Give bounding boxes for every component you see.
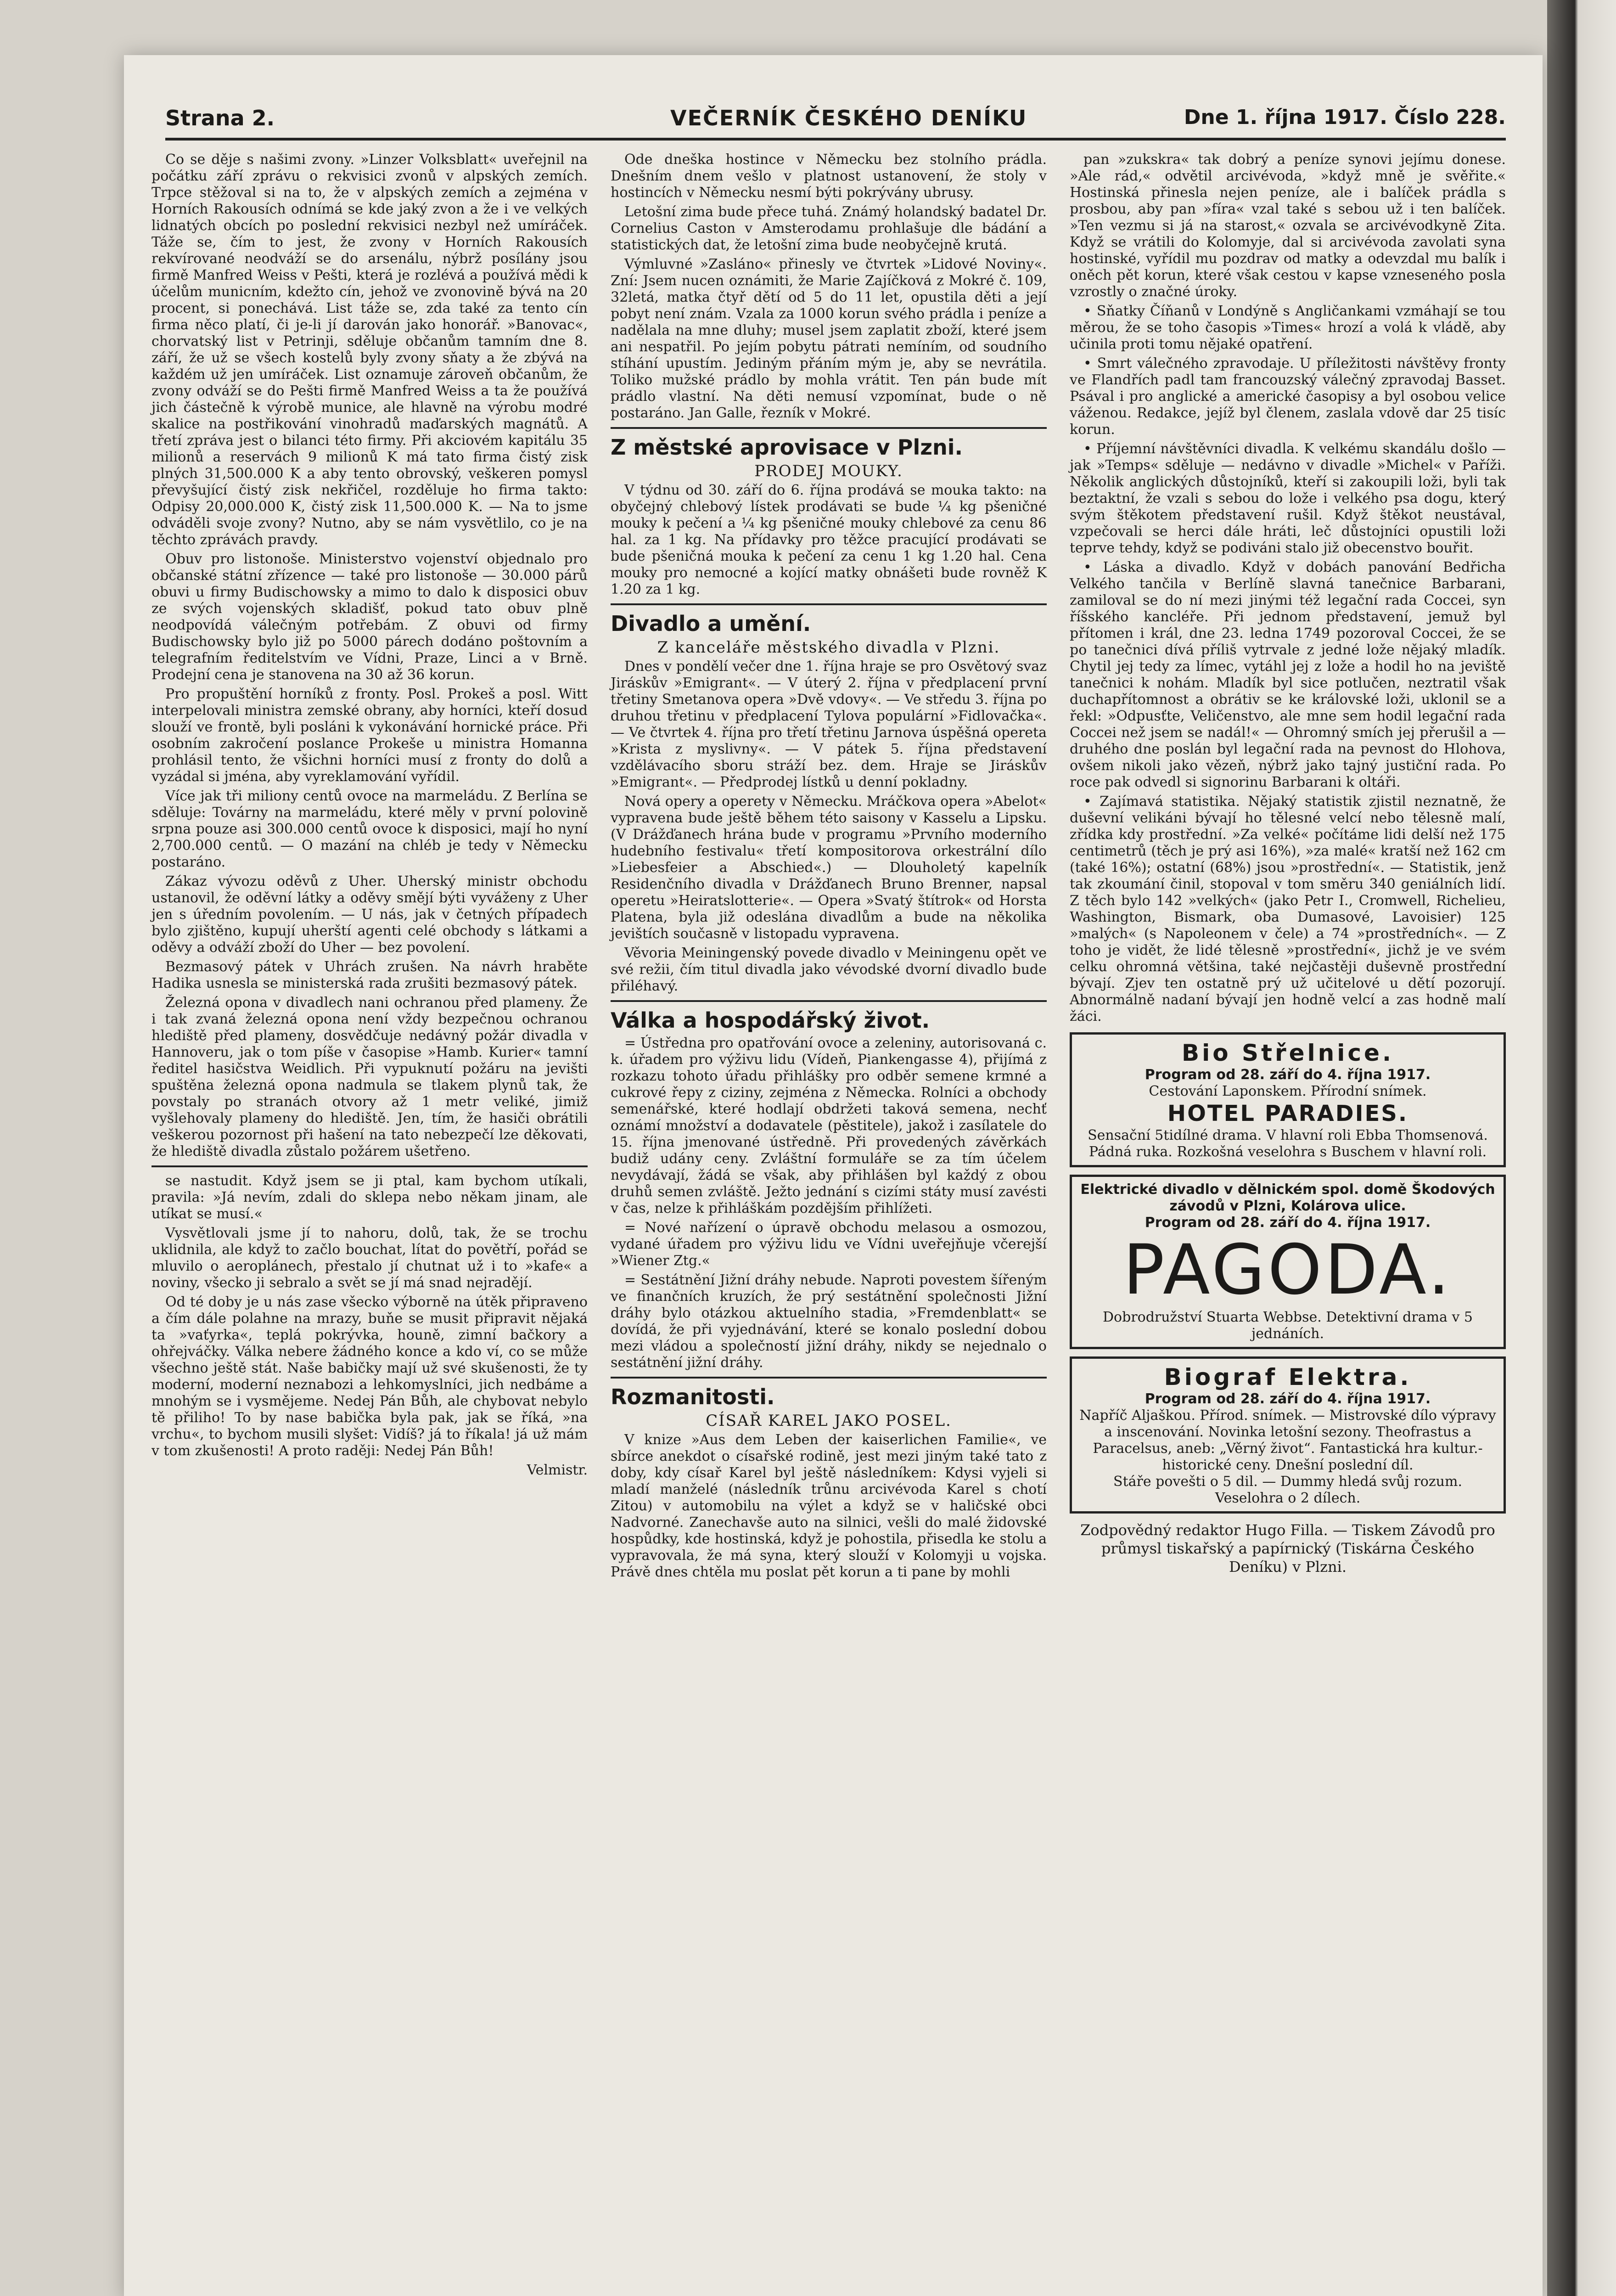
article-cisar-karel: V knize »Aus dem Leben der kaiserlichen Familie«, ve sbírce anekdot o císařské rodině, jest mezi jiným také tato z doby, kdy císař Karel byl ještě následníkem: Kdysi vyjeli si mladí manželé (následník trůnu arcivévoda Karel s chotí Zitou) v automobilu na výlet a když se v haličské obci Nadvorné. Zanechavše auto na silnici, vešli do malé židovské hospůdky, kde hostinská, když je pohostila, přisedla ke stolu a vypravovala, že má syna, který slouží v Kolomyji u vojska. Právě dnes chtěla mu poslat pět korun a ti pane by mohli xyxy=(611,1432,1047,1580)
article-hornici: Pro propuštění horníků z fronty. Posl. Prokeš a posl. Witt interpelovali ministra zemské obrany, aby horníci, kteří dosud slouží ve frontě, byli posláni k vykonávání hornické práce. Při osobním zakročení poslance Prokeše u ministra Homanna prohlásil tento, že všichni horníci musí z fronty do dolů a vyzádal si jména, aby vyreklamování vyřídil. xyxy=(152,686,588,785)
subheading-kancelar-divadla: Z kanceláře městského divadla v Plzni. xyxy=(657,638,1000,657)
ad-pagoda xyxy=(1070,1175,1506,1349)
masthead-rule xyxy=(165,138,1506,141)
ad-line: Sensační 5tidílné drama. V hlavní roli Ebba Thomsenová. xyxy=(1088,1127,1488,1143)
column-1 xyxy=(152,152,588,1481)
ad-title: PAGODA. xyxy=(1123,1230,1453,1310)
ad-line: Dobrodružství Stuarta Webbse. Detektivní drama v 5 jednáních. xyxy=(1102,1309,1473,1342)
article-laska-divadlo: • Láska a divadlo. Když v dobách panování Bedřicha Velkého tančila v Berlíně slavná tanečnice Barbarani, zamiloval se do ní mezi jinými též legační rada Coccei, syn říšského kancléře. Při jednom představení, jemuž byl přítomen i král, dne 23. ledna 1749 pozoroval Coccei, že se po tanečnici dívá příliš vytrvale z jedné lože nějaký mladík. Chytil jej tedy za límec, vytáhl jej z lože a hodil ho na jeviště tanečnici k nohám. Mladík byl sice potlučen, neztratil však duchapřítomnost a obrátiv se ke královské loži, uklonil se a řekl: »Odpusťte, Veličenstvo, ale mne sem hodil legační rada Coccei než jsem se nadál!« — Ohromný smích jej přerušil a — druhého dne poslán byl legační rada na pevnost do Hlohova, ovšem nikoli jako vězeň, nýbrž jako tajný justiční rada. Po roce pak odvedl si signorinu Barbarani k oltáři. xyxy=(1070,559,1506,790)
article-mouka: V týdnu od 30. září do 6. října prodává se mouka takto: na obyčejný chlebový lístek prodávati se bude ¼ kg pšeničné mouky k pečení a ¼ kg pšeničné mouky chlebové za cenu 86 hal. za 1 kg. Na přídavky pro těžce pracující prodávati se bude pšeničná mouka k pečení za cenu 1 kg 1.20 hal. Cena mouky pro nemocné a kojící matky obnášeti bude rovněž K 1.20 za 1 kg. xyxy=(611,482,1047,597)
ad-program: Program od 28. září do 4. října 1917. xyxy=(1145,1391,1431,1407)
article-patek: Bezmasový pátek v Uhrách zrušen. Na návrh hraběte Hadika usnesla se ministerská rada zrušiti bezmasový pátek. xyxy=(152,959,588,991)
article-opery: Nová opery a operety v Německu. Mráčkova opera »Abelot« vypravena bude ještě během této saisony v Kasselu a Lipsku. (V Drážďanech hrána bude v programu »Prvního moderního hudebního festivalu« třetí kompositorova orkestrální dílo »Liebesfeier a Abschied«.) — Dlouholetý kapelník Residenčního divadla v Drážďanech Bruno Brenner, napsal operetu »Heiratslotterie«. — Opera »Svatý štítrok« od Horsta Platena, byla již odeslána divadlům a bude na několika jevištích současně v listopadu vypravena. xyxy=(611,793,1047,942)
section-rule xyxy=(611,427,1047,429)
article-snatky: • Sňatky Číňanů v Londýně s Angličankami vzmáhají se tou měrou, že se toho časopis »Times« hrozí a volá k vládě, aby učinila proti tomu nějaké opatření. xyxy=(1070,303,1506,352)
article-zpravodaj: • Smrt válečného zpravodaje. U příležitosti návštěvy fronty ve Flandřích padl tam francouzský válečný zpravodaj Basset. Psával i pro anglické a americké časopisy a byl osobou velice váženou. Redakce, jejíž byl členem, zaslala vdově dar 25 tisíc korun. xyxy=(1070,355,1506,438)
article-zvony: Co se děje s našimi zvony. »Linzer Volksblatt« uveřejnil na počátku září zprávu o rekvisici zvonů v alpských zemích. Trpce stěžoval si na to, že v alpských zemích a zejména v Horních Rakousích odnímá se kde jaký zvon a že i ve velkých lidnatých obcích po poslední rekvisici nezbyl než umíráček. Táže se, čím to jest, že zvony v Horních Rakousích rekvírované neodváží se do arsenálu, nýbrž posílány jsou firmě Manfred Weiss v Pešti, která je rozlévá a používá mědi k účelům municním, kdežto cín, jehož ve zvonovině bývá na 20 procent, si ponechává. List táže se, zda také za tento cín firma něco platí, či je-li jí darován jako honorář. »Banovac«, chorvatský list v Petrinji, sděluje občanům tamním dne 8. září, že už se všech kostelů byly zvony sňaty a že zbývá na každém už jen umíráček. List oznamuje zároveň občanům, že zvony odváží se do Pešti firmě Manfred Weiss a ta že používá jich částečně k výrobě munice, ale hlavně na výrobu modré skalice na postřikování vinohradů maďarských magnátů. A třetí zpráva jest o bilanci této firmy. Při akciovém kapitálu 35 milionů a reservách 9 milionů K má tato firma čistý zisk plných 31,500.000 K a aby tento obrovský, veškeren pomysl převyšující čistý zisk nekřičel, rozděluje ho firma takto: Odpisy 20,000.000 K, čistý zisk 11,500.000 K. — Na to jsme odváděli svoje zvony? Nutno, aby se nám vysvětlilo, co je na těchto zprávách pravdy. xyxy=(152,152,588,548)
column-3 xyxy=(1070,152,1506,1576)
article-marmelada: Více jak tři miliony centů ovoce na marmeládu. Z Berlína se sděluje: Továrny na marmeládu, které měly v první polovině srpna pouze asi 300.000 centů ovoce k disposici, mají ho nyní 2,700.000 centů. — O mazání na chléb je tedy v Německu postaráno. xyxy=(152,788,588,870)
article-odevy: Zákaz vývozu oděvů z Uher. Uherský ministr obchodu ustanovil, že oděvní látky a oděvy smějí býti vyváženy z Uher jen s úředním povolením. — U nás, jak v četných případech bylo zjištěno, kupují uherští agenti celé obchody s látkami a oděvy a odváží zboží do Uher — bez povolení. xyxy=(152,873,588,956)
ad-title: Bio Střelnice. xyxy=(1182,1040,1394,1066)
newspaper-title: VEČERNÍK ČESKÉHO DENÍKU xyxy=(670,106,1027,130)
ad-feature: HOTEL PARADIES. xyxy=(1167,1101,1408,1126)
article-jizni-draha: = Sestátnění Jižní dráhy nebude. Naproti povestem šířeným ve finančních kruzích, že prý sestátnění společnosti Jižní dráhy bylo otázkou aktuelního stadia, »Fremdenblatt« se dovídá, že při vyjednávání, které se konalo poslední dobou mezi vládou a společností jižní dráhy, nikdy se nejednalo o sestátnění jižní dráhy. xyxy=(611,1272,1047,1371)
article-cisar-karel-cont: pan »zukskra« tak dobrý a peníze synovi jejímu donese. »Ale rád,« odvětil arcivévoda, »když mně je svěřite.« Hostinská přinesla nejen peníze, ale i balíček prádla s prosbou, aby pan »fíra« vzal také s sebou už i ten balíček. »Ten vezmu si já na starost,« ozvala se arcivévodkyně Zita. Když se vrátili do Kolomyje, dal si arcivévoda zavolati syna hostinské, vyřídil mu pozdrav od matky a odevzdal mu balík i oněch pět korun, které však cestou v kapse vzneseného posla vzrostly o značné úroky. xyxy=(1070,152,1506,300)
story-signature: Velmistr. xyxy=(527,1462,588,1478)
page-number: Strana 2. xyxy=(165,106,275,130)
ad-program: Program od 28. září do 4. října 1917. xyxy=(1145,1067,1431,1083)
subheading-prodej-mouky: PRODEJ MOUKY. xyxy=(754,462,903,480)
article-hostince: Ode dneška hostince v Německu bez stolního prádla. Dnešním dnem vešlo v platnost ustanovení, že stoly v hostincích v Německu nesmí býti pokrývány ubrusy. xyxy=(611,152,1047,201)
column-2 xyxy=(611,152,1047,1583)
editor-imprint: Zodpovědný redaktor Hugo Filla. — Tiskem Závodů pro průmysl tiskařský a papírnický (Tiskárna Českého Deníku) v Plzni. xyxy=(1080,1521,1495,1576)
article-obuv: Obuv pro listonoše. Ministerstvo vojenství objednalo pro občanské státní zřízence — také pro listonoše — 30.000 párů obuvi u firmy Budischowsky a mimo to dalo k disposici obuv ze svých vojenských skladišť, pokud tato obuv plně neodpovídá válečným potřebám. Z obuvi od firmy Budischowsky bylo již po 5000 párech dodáno poštovním a telegrafním ředitelstvím ve Vídni, Praze, Linci a v Brně. Prodejní cena je stanovena na 30 až 36 korun. xyxy=(152,551,588,683)
section-heading-valka: Válka a hospodářský život. xyxy=(611,1008,930,1033)
ad-program: Program od 28. září do 4. října 1917. xyxy=(1145,1215,1431,1231)
ad-line: Cestování Laponskem. Přírodní snímek. xyxy=(1149,1083,1427,1099)
masthead xyxy=(165,106,1506,142)
ad-venue: Elektrické divadlo v dělnickém spol. domě Škodových závodů v Plzni, Kolárova ulice. xyxy=(1080,1182,1495,1214)
ad-title: Biograf Elektra. xyxy=(1164,1364,1412,1390)
article-repertoir: Dnes v pondělí večer dne 1. října hraje se pro Osvětový svaz Jiráskův »Emigrant«. — V úterý 2. října v předplacení první třetiny Smetanova opera »Dvě vdovy«. — Ve středu 3. října po druhou třetinu v předplacení Tylova populární »Fidlovačka«. — Ve čtvrtek 4. října pro třetí třetinu Jarnova úspěšná opereta »Krista z myslivny«. — V pátek 5. října představení vzdělávacího sboru stráží bez. dem. Hraje se Jiráskův »Emigrant«. — Předprodej lístků u denní pokladny. xyxy=(611,658,1047,790)
section-rule xyxy=(611,1377,1047,1379)
section-rule xyxy=(611,1000,1047,1002)
ad-bio-strelnice xyxy=(1070,1032,1506,1167)
ad-line: Pádná ruka. Rozkošná veselohra s Buschem v hlavní roli. xyxy=(1089,1144,1487,1160)
subheading-cisar-karel: CÍSAŘ KAREL JAKO POSEL. xyxy=(706,1412,952,1430)
book-edge-shadow xyxy=(1547,0,1616,2296)
section-rule xyxy=(611,603,1047,605)
section-heading-aprovisace: Z městské aprovisace v Plzni. xyxy=(611,435,963,460)
article-ustredna: = Ústředna pro opatřování ovoce a zeleniny, autorisovaná c. k. úřadem pro výživu lidu (Vídeň, Piankengasse 4), přijímá z rozkazu tohoto úřadu přihlášky pro odběr semene krmné a cukrové řepy z ciziny, zejména z Německa. Rolníci a obchody semenářské, které hodlají obdržeti taková semena, nechť oznámí množství a dodavatele (pěstitele), jakož i zasílatele do 15. října jmenované ústředně. Při provedených závěrkách budiž udány ceny. Zvláštní formuláře se za tím účelem nevydávají, žádá se však, aby přihlášen byl každý z obou druhů semen zvláště. Ježto jednání s cizími státy musí zavésti v čas, nelze k přihláškám pozdějším přihlížeti. xyxy=(611,1035,1047,1216)
issue-date: Dne 1. října 1917. Číslo 228. xyxy=(1184,106,1506,129)
ad-line: Napříč Aljaškou. Přírod. snímek. — Mistrovské dílo výpravy a inscenování. Novinka letošní sezony. Theofrastus a Paracelsus, aneb: „Věrný život“. Fantastická hra kultur.-historické ceny. Dnešní poslední díl. xyxy=(1079,1407,1496,1473)
article-zima: Letošní zima bude přece tuhá. Známý holandský badatel Dr. Cornelius Caston v Amsterodamu prohlašuje dle bádání a statistických dat, že letošní zima bude neobyčejně krutá. xyxy=(611,204,1047,253)
article-meiningen: Věvoria Meiningenský povede divadlo v Meiningenu opět ve své režii, čím titul divadla jako vévodské dvorní divadlo bude přiléhavý. xyxy=(611,945,1047,994)
story-paragraph: se nastudit. Když jsem se ji ptal, kam bychom utíkali, pravila: »Já nevím, zdali do sklepa nebo někam jinam, ale utíkat se musí.« xyxy=(152,1173,588,1222)
article-statistika: • Zajímavá statistika. Nějaký statistik zjistil neznatně, že duševní velikáni bývají ho tělesné velcí nebo tělesně malí, zřídka kdy prostřední. »Za velké« počítáme lidi delší než 175 centimetrů (těch je prý asi 16%), »za malé« kratší než 162 cm (také 16%); ostatní (68%) jsou »prostřední«. — Statistik, jenž tak zkoumání činil, stopoval v tom směru 340 geniálních lidí. Z těch bylo 142 »velkých« (jako Petr I., Cromwell, Richelieu, Washington, Bismark, oba Dumasové, Lavoisier) 125 »malých« (s Napoleonem v čele) a 74 »prostředních«. — Z toho je vidět, že lidé tělesně »prostřední«, jichž je ve svém celku ohromná většina, také nejčastěji duševně prostřední bývají. Zjev ten ostatně prý už učitelové u dětí pozorují. Abnormálně nadaní bývají jen hodně velcí a zas hodně malí žáci. xyxy=(1070,793,1506,1024)
column-rule xyxy=(152,1165,588,1167)
section-heading-rozmanitosti: Rozmanitosti. xyxy=(611,1384,775,1409)
ad-line: Stáře povešti o 5 dil. — Dummy hledá svůj rozum. Veselohra o 2 dílech. xyxy=(1113,1474,1462,1506)
section-heading-divadlo: Divadlo a umění. xyxy=(611,611,811,636)
article-opona: Železná opona v divadlech nani ochranou před plameny. Že i tak zvaná železná opona není vždy bezpečnou ochranou hlediště před plameny, dosvědčuje nedávný požár divadla v Hannoveru, jak o tom píše v časopise »Hamb. Kurier« tamní ředitel hasičstva Weidlich. Při vypuknutí požáru na jevišti spuštěna železná opona nadmula se tlakem plynů tak, že povstaly po stranách otvory až 1 metr veliké, jimiž vyšlehovaly plameny do hlediště. Jen, tím, že hasiči obrátili veškerou pozornost při hašení na tato nebezpečí lze děkovati, že hlediště divadla zůstalo požárem ušetřeno. xyxy=(152,995,588,1159)
article-melasa: = Nové nařízení o úpravě obchodu melasou a osmozou, vydané úřadem pro výživu lidu ve Vídni uveřejňuje včerejší »Wiener Ztg.« xyxy=(611,1220,1047,1269)
article-zaslano: Výmluvné »Zasláno« přinesly ve čtvrtek »Lidové Noviny«. Zní: Jsem nucen oznámiti, že Marie Zajíčková z Mokré č. 109, 32letá, matka čtyř dětí od 5 do 11 let, opustila děti a její pobyt není znám. Vzala za 1000 korun svého prádla i peníze a nadělala na mne dluhy; musel jsem zaplatit zboží, které jsem ani nespatřil. Po jejím pobytu pátrati nemíním, od soudního stíhání upustím. Jediným přáním mým je, aby se nevrátila. Toliko mužské prádlo by mohla vrátit. Ten pán bude mít prádlo vlastní. Na děti nemusí vzpomínat, bude o ně postaráno. Jan Galle, řezník v Mokré. xyxy=(611,256,1047,421)
ad-biograf-elektra xyxy=(1070,1356,1506,1514)
story-paragraph: Vysvětlovali jsme jí to nahoru, dolů, tak, že se trochu uklidnila, ale když to začlo bouchat, lítat do povětří, pořád se mluvilo o aeroplánech, přestalo jí chutnat už i to »kafe« a noviny, všecko ji sebralo a svět se jí má snad nejradějí. xyxy=(152,1225,588,1291)
article-navstevnici: • Příjemní návštěvníci divadla. K velkému skandálu došlo — jak »Temps« sděluje — nedávno v divadle »Michel« v Paříži. Několik anglických důstojníků, kteří si zakoupili loži, byli tak beztaktní, že vzali s sebou do lože i velkého psa dogu, který svým štěkotem představení rušil. Když štěkot neustával, vzpečovali se herci dále hráti, leč důstojníci opustili loži teprve tehdy, když se podiváni stalo již obecenstvo bouřit. xyxy=(1070,441,1506,556)
story-paragraph: Od té doby je u nás zase všecko výborně na útěk připraveno a čím dále polahne na mrazy, buňe se musit připravit nějaká ta »vaťyrka«, teplá pokrývka, houně, zimní bačkory a ohřejváčky. Válka nebere žádného konce a kdo ví, co se může všechno ještě stát. Naše babičky mají už své skušenosti, že ty moderní, moderní neznabozi a lehkomyslníci, jich nedbáme a mnohým se i vysmějeme. Nedej Pán Bůh, ale chybovat nebylo tě přiliho! To by nase babička byla pak, jak se říká, »na vrchu«, to bychom musili slyšet: Vidíš? já to říkala! já už mám v tom zkušenosti! A proto raději: Nedej Pán Bůh! xyxy=(152,1294,588,1459)
